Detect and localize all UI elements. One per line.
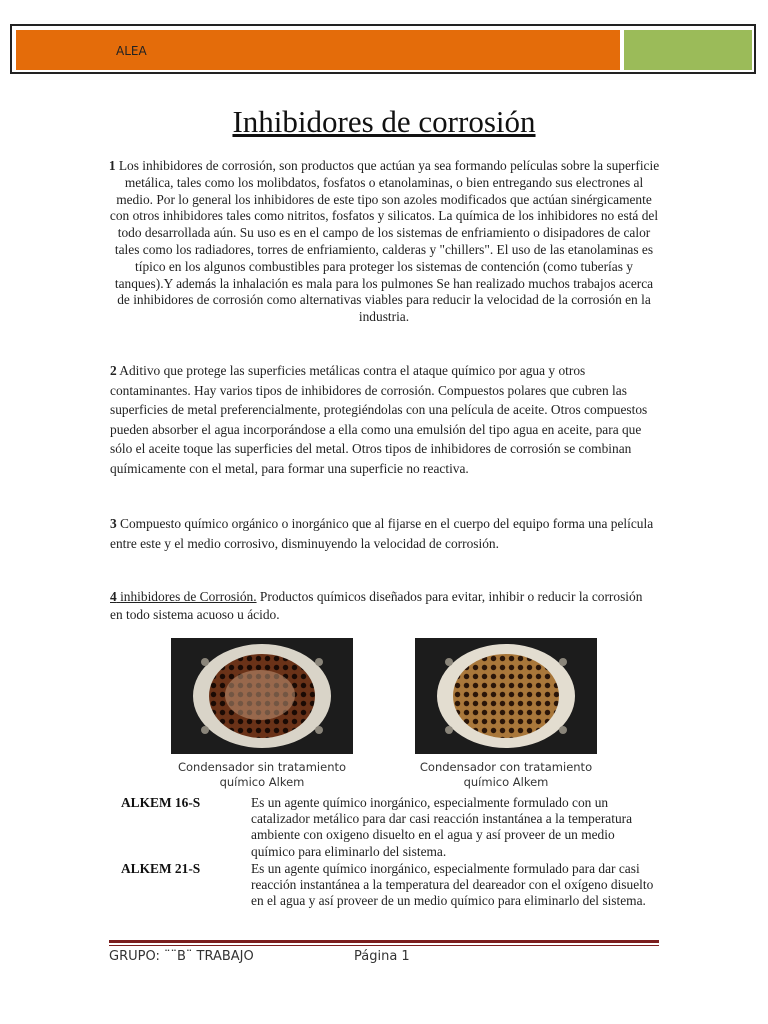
footer-page-number: Página 1 (354, 949, 410, 964)
paragraph-2 (110, 361, 658, 479)
tube-plate-right (453, 654, 559, 738)
bolt (201, 726, 209, 734)
paragraph-1 (107, 158, 661, 326)
paragraph-4-text: Productos químicos diseñados para evitar, inhibir o reducir la corrosión en todo sistema acuoso u ácido. (110, 589, 643, 623)
condenser-untreated-photo (171, 638, 353, 754)
header-green-block (624, 30, 752, 70)
condenser-treated-photo (415, 638, 597, 754)
paragraph-4 (110, 588, 658, 625)
bolt (445, 726, 453, 734)
bolt (201, 658, 209, 666)
footer-divider (109, 940, 659, 943)
product-name: ALKEM 16-S (121, 795, 201, 810)
paragraph-2-text: Aditivo que protege las superficies metálicas contra el ataque químico por agua y otros contaminantes. Hay varios tipos de inhibidores de corrosión. Compuestos polares que cubren las superficies de metal preferencialmente, protegiéndolas con una película de aceite. Otros compuestos pueden absorber el agua incorporándose a ella como una emulsión del tipo agua en aceite, para que sólo el aceite toque las superficies del metal. Otros tipos de inhibidores de corrosión se combinan químicamente con el metal, para formar una superficie no reactiva. (110, 363, 648, 476)
paragraph-2-number: 2 (110, 363, 117, 378)
paragraph-4-link[interactable]: inhibidores de Corrosión. (120, 589, 257, 604)
footer-group: GRUPO: ¨¨B¨ TRABAJO (109, 949, 254, 964)
caption-treated: Condensador con tratamiento químico Alkem (419, 760, 593, 789)
header-banner (10, 24, 756, 74)
caption-untreated: Condensador sin tratamiento químico Alkem (177, 760, 347, 789)
paragraph-3 (110, 514, 658, 553)
paragraph-3-number: 3 (110, 516, 117, 531)
corrosion-area (225, 670, 295, 720)
product-description: Es un agente químico inorgánico, especialmente formulado para dar casi reacción instantánea a la temperatura del deareador con el oxígeno disuelto en el agua y así proveer de un medio químico para eliminarlo del sistema. (251, 861, 654, 909)
paragraph-4-number: 4 (110, 589, 117, 604)
product-name: ALKEM 21-S (121, 861, 201, 876)
bolt (315, 658, 323, 666)
paragraph-3-text: Compuesto químico orgánico o inorgánico que al fijarse en el cuerpo del equipo forma una película entre este y el medio corrosivo, disminuyendo la velocidad de corrosión. (110, 516, 654, 551)
bolt (445, 658, 453, 666)
bolt (559, 658, 567, 666)
product-description: Es un agente químico inorgánico, especialmente formulado con un catalizador metálico para dar casi reacción instantánea a la temperatura ambiente con oxigeno disuelto en el agua y así proveer de un medio químico para eliminarlo del sistema. (251, 795, 633, 859)
page-title: Inhibidores de corrosión (232, 104, 536, 139)
footer-divider-thin (109, 945, 659, 946)
paragraph-1-number: 1 (108, 158, 116, 173)
paragraph-1-text: Los inhibidores de corrosión, son productos que actúan ya sea formando películas sobre la superficie metálica, tales como los molibdatos, fosfatos o etanolaminas, o bien entregando sus electrones al medio. Por lo general los inhibidores de este tipo son azoles modificados que actúan sinérgicamente con otros inhibidores tales como nitritos, fosfatos y silicatos. La química de los inhibidores no está del todo desarrollada aún. Su uso es en el campo de los sistemas de enfriamiento o disipadores de calor tales como los radiadores, torres de enfriamiento, calderas y "chillers". El uso de las etanolaminas es típico en los algunos combustibles para proteger los sistemas de contención (como tuberías y tanques).Y además la inhalación es mala para los pulmones Se han realizado muchos trabajos acerca de inhibidores de corrosión como alternativas viables para reducir la velocidad de la corrosión en la industria. (109, 158, 660, 325)
bolt (315, 726, 323, 734)
paragraph-4-heading[interactable] (110, 589, 257, 604)
header-text: ALEA (116, 44, 147, 58)
header-orange-bar (16, 30, 620, 70)
bolt (559, 726, 567, 734)
